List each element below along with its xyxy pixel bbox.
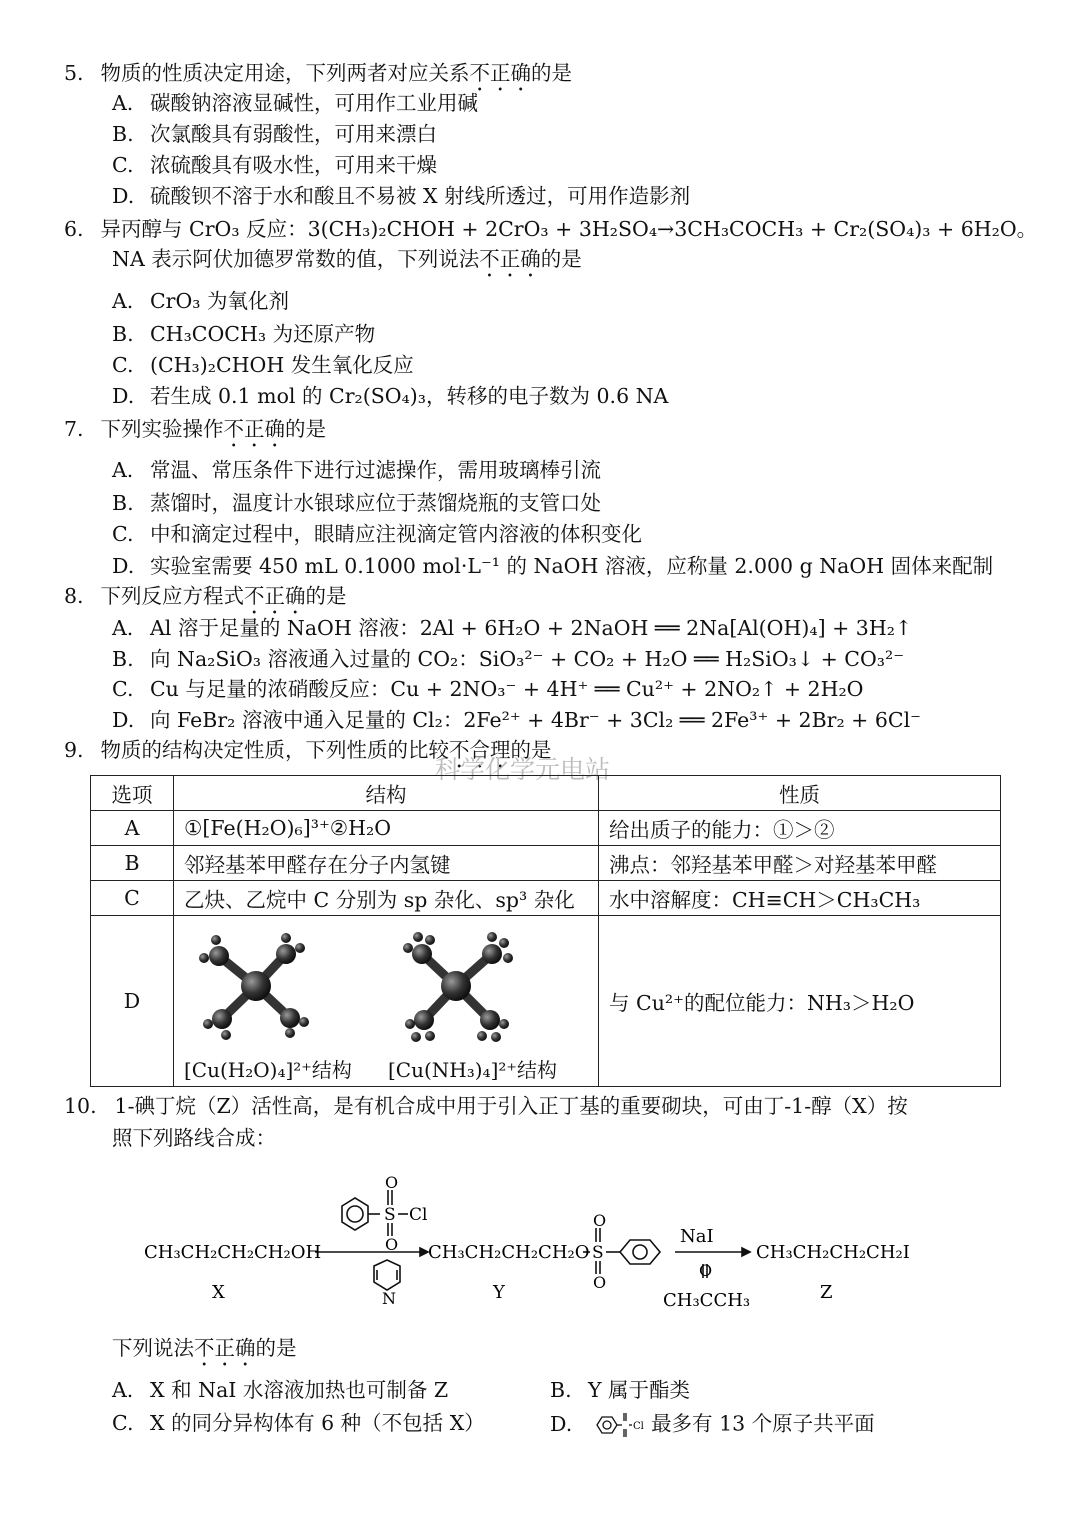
row-property: 水中溶解度：CH≡CH＞CH₃CH₃ [599,881,1001,916]
q5-option-c: C. 浓硫酸具有吸水性，可用来干燥 [112,153,437,177]
q6-option-c: C. (CH₃)₂CHOH 发生氧化反应 [112,353,414,377]
q7-option-c: C. 中和滴定过程中，眼睛应注视滴定管内溶液的体积变化 [112,522,642,546]
atom-cl: Cl [409,1205,428,1225]
atom-o: O [385,1173,399,1192]
x-formula: CH₃CH₂CH₂CH₂OH [144,1242,322,1263]
atom-o: O [593,1211,607,1230]
row-label: A [91,811,174,846]
q8-option-a: A. Al 溶于足量的 NaOH 溶液：2Al + 6H₂O + 2NaOH ══ 2Na[Al(OH)₄] + 3H₂↑ [112,616,913,640]
acetone-o: O [699,1261,713,1280]
q10-stem-line1: 10. 1-碘丁烷（Z）活性高，是有机合成中用于引入正丁基的重要砌块，可由丁-1-醇（X）按 [64,1094,908,1118]
row-label: D [91,916,174,1087]
atom-o: O [385,1235,399,1254]
q7-option-d: D. 实验室需要 450 mL 0.1000 mol·L⁻¹ 的 NaOH 溶液，应称量 2.000 g NaOH 固体来配制 [112,554,994,578]
q9-table [90,775,1001,1087]
q10-option-c: C. X 的同分异构体有 6 种（不包括 X） [112,1411,485,1435]
q5-option-b: B. 次氯酸具有弱酸性，可用来漂白 [112,122,437,146]
cu-nh3-label: [Cu(NH₃)₄]²⁺结构 [388,1058,557,1082]
q7-option-b: B. 蒸馏时，温度计水银球应位于蒸馏烧瓶的支管口处 [112,491,601,515]
header-option: 选项 [91,776,174,811]
row-property: 沸点：邻羟基苯甲醛＞对羟基苯甲醛 [599,846,1001,881]
q5-option-a: A. 碳酸钠溶液显碱性，可用作工业用碱 [112,91,478,115]
y-formula: CH₃CH₂CH₂CH₂O [428,1242,590,1263]
table-row [91,881,1001,916]
header-structure: 结构 [174,776,599,811]
table-row [91,916,1001,1087]
q10-option-a: A. X 和 NaI 水溶液加热也可制备 Z [112,1378,449,1402]
x-label: X [212,1282,225,1303]
atom-s: S [592,1243,604,1263]
row-structure: ①[Fe(H₂O)₆]³⁺②H₂O [174,811,599,846]
row-structure: 邻羟基苯甲醛存在分子内氢键 [174,846,599,881]
row-property: 与 Cu²⁺的配位能力：NH₃＞H₂O [599,916,1001,1087]
row-property: 给出质子的能力：①＞② [599,811,1001,846]
q6-stem-line2: NA 表示阿伏加德罗常数的值，下列说法不正确的是 [112,247,582,271]
q6-option-d: D. 若生成 0.1 mol 的 Cr₂(SO₄)₃，转移的电子数为 0.6 NA [112,384,669,408]
q8-option-b: B. 向 Na₂SiO₃ 溶液通入过量的 CO₂：SiO₃²⁻ + CO₂ + H₂O ══ H₂SiO₃↓ + CO₃²⁻ [112,647,905,671]
benzenesulfonyl-chloride-small [595,1410,645,1440]
cu-h2o-label: [Cu(H₂O)₄]²⁺结构 [184,1058,352,1082]
table-row [91,811,1001,846]
q7-option-a: A. 常温、常压条件下进行过滤操作，需用玻璃棒引流 [112,458,601,482]
q8-option-d: D. 向 FeBr₂ 溶液中通入足量的 Cl₂：2Fe²⁺ + 4Br⁻ + 3Cl₂ ══ 2Fe³⁺ + 2Br₂ + 6Cl⁻ [112,708,921,732]
row-label: C [91,881,174,916]
q6-option-a: A. CrO₃ 为氧化剂 [112,289,290,313]
z-label: Z [820,1282,833,1303]
q10-option-b: B. Y 属于酯类 [550,1378,691,1402]
reagent-nai: NaI [680,1226,714,1247]
row-structure: 乙炔、乙烷中 C 分别为 sp 杂化、sp³ 杂化 [174,881,599,916]
q9-stem: 9. 物质的结构决定性质，下列性质的比较不合理的是 [64,738,552,762]
q8-stem: 8. 下列反应方程式不正确的是 [64,584,347,608]
q6-option-b: B. CH₃COCH₃ 为还原产物 [112,322,376,346]
table-row [91,846,1001,881]
reaction-scheme [130,1168,930,1318]
acetone-formula: CH₃CCH₃ [663,1290,751,1311]
small-cl: Cl [632,1421,644,1432]
q6-stem-line1: 6. 异丙醇与 CrO₃ 反应：3(CH₃)₂CHOH + 2CrO₃ + 3H₂SO₄→3CH₃COCH₃ + Cr₂(SO₄)₃ + 6H₂O。 [64,217,1038,241]
q10-stem-line2: 照下列路线合成： [112,1126,276,1150]
q10-prompt: 下列说法不正确的是 [112,1336,297,1360]
row-structure-models [174,916,599,1087]
z-formula: CH₃CH₂CH₂CH₂I [756,1242,910,1263]
q7-stem: 7. 下列实验操作不正确的是 [64,417,327,441]
q5-option-d: D. 硫酸钡不溶于水和酸且不易被 X 射线所透过，可用作造影剂 [112,184,691,208]
atom-s: S [384,1205,396,1225]
q10-option-d: D. Cl 最多有 13 个原子共平面 [550,1410,875,1440]
atom-n: N [382,1289,396,1308]
atom-o: O [593,1273,607,1292]
row-label: B [91,846,174,881]
q8-option-c: C. Cu 与足量的浓硝酸反应：Cu + 2NO₃⁻ + 4H⁺ ══ Cu²⁺ + 2NO₂↑ + 2H₂O [112,677,864,701]
q5-stem: 5. 物质的性质决定用途，下列两者对应关系不正确的是 [64,61,573,85]
header-property: 性质 [599,776,1001,811]
y-label: Y [493,1282,505,1303]
watermark: 科学化学元电站 [435,755,611,784]
table-header-row [91,776,1001,811]
